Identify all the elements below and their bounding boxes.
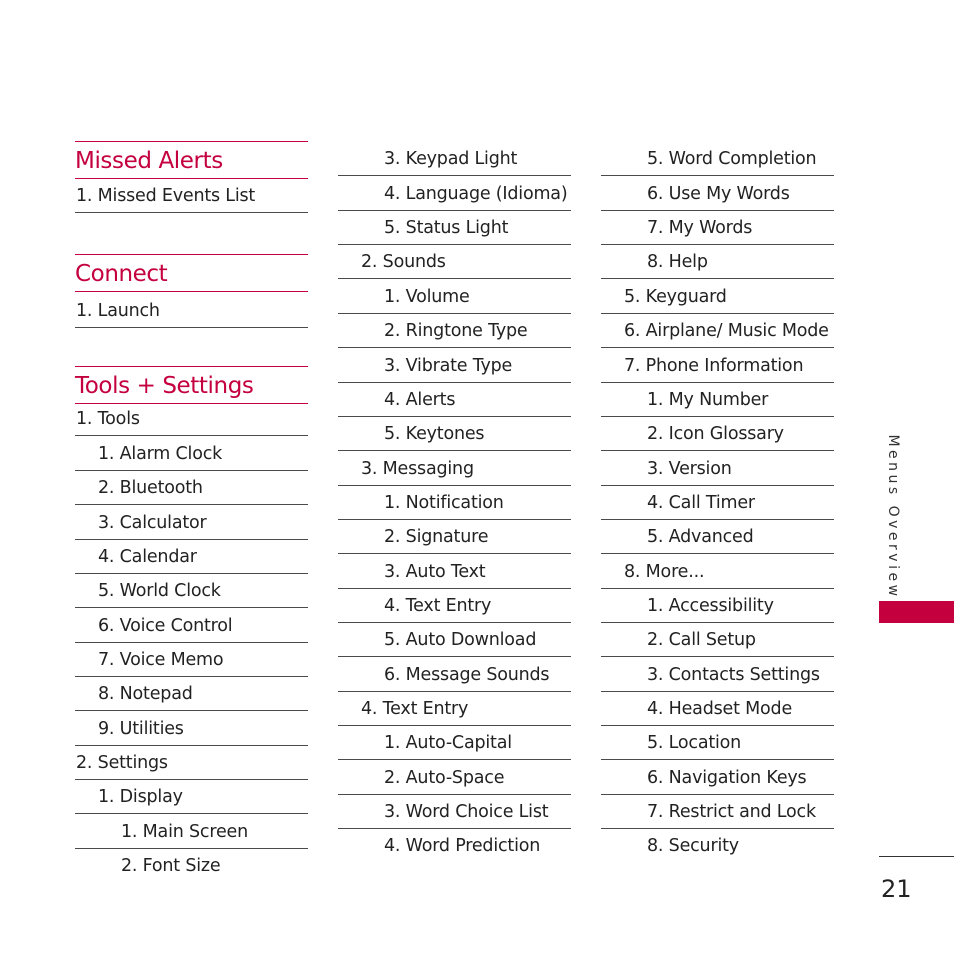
menu-item: 7. Restrict and Lock bbox=[601, 795, 834, 829]
menu-item: 1. Notification bbox=[338, 486, 571, 520]
menu-item: 3. Keypad Light bbox=[338, 142, 571, 176]
menu-item: 5. Advanced bbox=[601, 520, 834, 554]
menu-item: 1. My Number bbox=[601, 383, 834, 417]
menu-item: 4. Language (Idioma) bbox=[338, 177, 571, 211]
menu-item: 2. Icon Glossary bbox=[601, 417, 834, 451]
menu-item: 2. Ringtone Type bbox=[338, 314, 571, 348]
menu-item: 5. Location bbox=[601, 726, 834, 760]
menu-item: 1. Alarm Clock bbox=[75, 437, 308, 471]
menu-item: 2. Bluetooth bbox=[75, 471, 308, 505]
menu-item: 5. Keytones bbox=[338, 417, 571, 451]
menu-item: 5. Keyguard bbox=[601, 280, 834, 314]
menu-item: 9. Utilities bbox=[75, 712, 308, 746]
menu-item: 4. Alerts bbox=[338, 383, 571, 417]
section-heading-tools-settings: Tools + Settings bbox=[75, 366, 308, 404]
section-heading-connect: Connect bbox=[75, 254, 308, 292]
menu-item: 2. Settings bbox=[75, 746, 308, 780]
section-side-label: Menus Overview bbox=[885, 434, 901, 600]
menu-item: 4. Text Entry bbox=[338, 589, 571, 623]
menu-item: 3. Version bbox=[601, 452, 834, 486]
menu-item: 3. Auto Text bbox=[338, 555, 571, 589]
menu-item: 4. Headset Mode bbox=[601, 692, 834, 726]
page-number-rule bbox=[879, 856, 954, 857]
menu-item: 5. World Clock bbox=[75, 574, 308, 608]
menu-item: 1. Tools bbox=[75, 402, 308, 436]
menu-item: 2. Signature bbox=[338, 520, 571, 554]
menu-item: 5. Status Light bbox=[338, 211, 571, 245]
menu-item: 7. Voice Memo bbox=[75, 643, 308, 677]
menu-item: 5. Auto Download bbox=[338, 623, 571, 657]
menu-item: 1. Display bbox=[75, 780, 308, 814]
menu-item: 6. Airplane/ Music Mode bbox=[601, 314, 834, 348]
menu-item: 3. Calculator bbox=[75, 506, 308, 540]
menu-item: 2. Auto-Space bbox=[338, 761, 571, 795]
menu-item: 6. Use My Words bbox=[601, 177, 834, 211]
menu-item: 4. Calendar bbox=[75, 540, 308, 574]
menu-item: 3. Contacts Settings bbox=[601, 658, 834, 692]
menu-item: 6. Voice Control bbox=[75, 609, 308, 643]
menu-item: 2. Call Setup bbox=[601, 623, 834, 657]
menu-item: 4. Text Entry bbox=[338, 692, 571, 726]
menu-item: 3. Messaging bbox=[338, 452, 571, 486]
section-tab-marker bbox=[879, 601, 954, 623]
menu-item: 6. Message Sounds bbox=[338, 658, 571, 692]
menu-item: 1. Auto-Capital bbox=[338, 726, 571, 760]
menu-item: 1. Accessibility bbox=[601, 589, 834, 623]
menu-item: 7. My Words bbox=[601, 211, 834, 245]
section-heading-missed-alerts: Missed Alerts bbox=[75, 141, 308, 179]
page-number: 21 bbox=[881, 875, 912, 903]
menu-item: 7. Phone Information bbox=[601, 349, 834, 383]
menu-item: 1. Missed Events List bbox=[75, 179, 308, 213]
menu-item: 4. Word Prediction bbox=[384, 836, 541, 856]
menu-item: 8. Security bbox=[647, 836, 739, 856]
menu-item: 1. Launch bbox=[75, 294, 308, 328]
menu-item: 1. Main Screen bbox=[75, 815, 308, 849]
menu-item: 2. Font Size bbox=[121, 856, 221, 876]
menu-item: 3. Word Choice List bbox=[338, 795, 571, 829]
menu-item: 4. Call Timer bbox=[601, 486, 834, 520]
menu-item: 2. Sounds bbox=[338, 245, 571, 279]
menu-item: 1. Volume bbox=[338, 280, 571, 314]
menu-item: 8. More... bbox=[601, 555, 834, 589]
menu-item: 3. Vibrate Type bbox=[338, 349, 571, 383]
menu-item: 6. Navigation Keys bbox=[601, 761, 834, 795]
menu-item: 5. Word Completion bbox=[601, 142, 834, 176]
menu-item: 8. Notepad bbox=[75, 677, 308, 711]
menu-item: 8. Help bbox=[601, 245, 834, 279]
